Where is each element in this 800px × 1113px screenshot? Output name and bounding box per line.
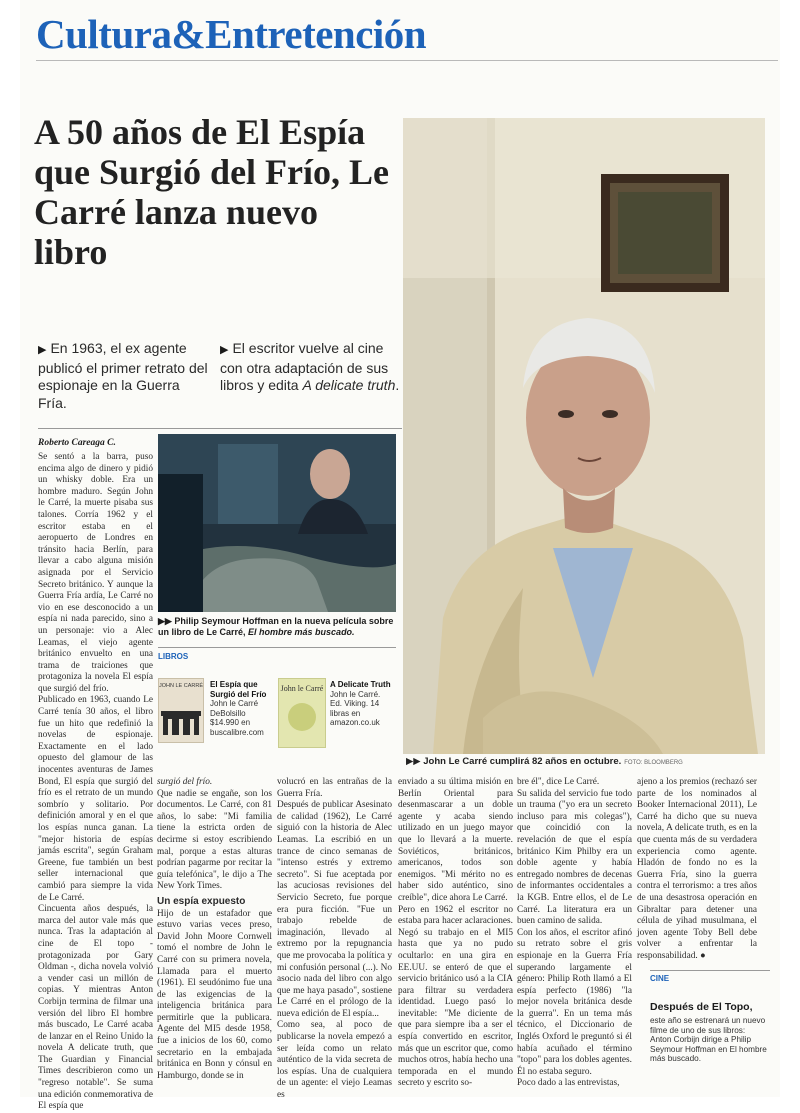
body-column-2 (157, 777, 272, 1082)
paragraph: Publicado en 1963, cuando Le Carré tenía 30 años, el libro fue un hito que redefinió la novelas de espionaje. Exactamente en el lado opuesto del glamour de las inocentes aventuras de James Bond, El espía que surgió del frío es el retrato de un mundo sombrío y solitario. Por definición amoral y en el que los espías nunca ganan. La "mejor historia de espías jamás escrita", según Graham Greene, fue también un best seller internacional que cambió para siempre la vida de Le Carré. (38, 695, 153, 903)
book-title-2: A Delicate Truth (330, 680, 391, 689)
book-details-1: John le Carré DeBolsillo $14.990 en buscalibre.com (210, 699, 264, 737)
newspaper-page (20, 0, 780, 1112)
deck-item-2: ▶ El escritor vuelve al cine con otra adaptación de sus libros y edita A delicate truth. (220, 340, 400, 393)
film-still-illustration (158, 434, 396, 612)
gate-icon (159, 707, 203, 737)
deck-item-1 (38, 340, 210, 412)
book-cover-2: John le Carré (278, 678, 326, 748)
cinema-title: Después de El Topo, (650, 1001, 753, 1013)
paragraph: Como sea, al poco de publicarse la novela empezó a ser leída como un relato auténtico de la vida secreta de los espías. Una de cualquiera de un agente: el viejo Leamas es (277, 1020, 392, 1101)
paragraph: ajeno a los premios (rechazó ser parte de los nominados al Booker Internacional 2011), Le Carré ha dicho que su nueva novela, A delicate truth, es en la que cuenta más de su verdadera experiencia como agente. Hladón de fondo no es la Guerra Fría, sino la guerra contra el terrorismo: a tres años de una desastrosa operación en Gibraltar para detener una célula de yihad musulmana, el joven agente Toby Bell debe volver a enfrentar la responsabilidad. ● (637, 777, 757, 961)
paragraph: Cincuenta años después, la marca del autor vale más que nunca. Tras la adaptación al cine de El topo - protagonizada por Gary Oldman -, dicha novela volvió a vender casi un millón de copias. Y mientras Anton Corbijn termina de filmar una versión del libro El hombre más buscado, Le Carré acaba de lanzar en el Reino Unido la novela A delicate truth, que The Guardian y Financial Times describieron como un "regreso notable". Se suma una edición conmemorativa de El espía que (38, 904, 153, 1112)
book-title-1: El Espía que Surgió del Frío (210, 680, 267, 699)
books-box (158, 647, 396, 747)
paragraph: Con los años, el escritor afinó su retrato sobre el gris espionaje en la Guerra Fría superando largamente el género: Philip Roth llamó a El espía perfecto (1986) "la mejor novela británica desde la guerra". En un tema más técnico, el Diccionario de Inglés Oxford le preguntó si él había acuñado el término "topo" para los dobles agentes. Él no estaba seguro. (517, 927, 632, 1077)
body-column-4 (398, 777, 513, 1090)
caption-arrow-icon: ▶▶ (158, 616, 175, 626)
paragraph: Su salida del servicio fue todo un trauma ("yo era un secreto incluso para mis colegas"), que coincidió con la revelación de que el espía británico Kim Philby era un doble agente y había entregado nombres de decenas de informantes occidentales a la KGB. Entre ellos, el de Le Carré. La literatura era un buen camino de salida. (517, 788, 632, 927)
cinema-body: este año se estrenará un nuevo filme de uno de sus libros: Anton Corbijn dirige a Philip Seymour Hoffman en El hombre más buscado. (650, 1016, 767, 1064)
photo-credit: FOTO: BLOOMBERG (624, 760, 683, 766)
cover-emblem (288, 703, 316, 731)
book-info-1 (210, 680, 272, 738)
book-details-2: John le Carré. Ed. Viking. 14 libras en amazon.co.uk (330, 689, 381, 728)
paragraph: Poco dado a las entrevistas, (517, 1078, 620, 1089)
paragraph: enviado a su última misión en Berlín Oriental para desenmascarar a un doble agente y acaba siendo utilizado en un juego mayor que lo llevará a la muerte. Soviéticos, británicos, americanos, todos son enemigos. "Mi mérito no es haber sido auténtico, sino creíble", dice ahora Le Carré. (398, 777, 513, 903)
paragraph: Que nadie se engañe, son los documentos. Le Carré, con 81 años, lo sabe: "Mi familia tiene la estricta orden de decirme si estoy escribiendo mal, porque a estas alturas podrían pagarme por recitar la guía telefónica", le dijo a The New York Times. (157, 788, 272, 892)
film-still-caption: ▶▶ Philip Seymour Hoffman en la nueva película sobre un libro de Le Carré, El hombre más buscado. (158, 616, 394, 637)
books-label: LIBROS (158, 652, 189, 661)
bullet-triangle-icon: ▶ (38, 344, 47, 356)
body-column-5 (517, 777, 632, 1090)
body-column-1 (38, 452, 153, 1113)
cinema-box (650, 970, 770, 1064)
film-still-photo (158, 434, 396, 612)
header-rule (36, 60, 778, 61)
paragraph: Pero en 1962 el escritor no estaba para hacer aclaraciones. Negó su trabajo en el MI5 hasta que ya no pudo ocultarlo: en una gira en EE.UU. se enteró de que el servicio británico usó a la CIA para filtrar su verdadera identidad. Luego pasó lo inevitable: "Me diciente de que para siempre iba a ser el espía convertido en escritor, más que un escritor que, como muchos otros, había hecho una temporada en el mundo secreto y escrito so- (398, 904, 513, 1089)
main-photo (403, 118, 765, 754)
subhead: Un espía expuesto (157, 895, 246, 907)
paragraph: surgió del frío. (157, 777, 213, 787)
headline: A 50 años de El Espía que Surgió del Frío, Le Carré lanza nuevo libro (34, 112, 390, 272)
deck-rule (38, 428, 402, 429)
book-cover-1: JOHN LE CARRÉ (158, 678, 204, 743)
body-column-3 (277, 777, 392, 1102)
portrait-illustration (403, 118, 765, 754)
bullet-triangle-icon: ▶ (220, 344, 229, 356)
paragraph: bre él", dice Le Carré. (517, 777, 600, 787)
section-header: Cultura&Entretención (36, 11, 427, 57)
body-column-6 (637, 777, 757, 963)
byline: Roberto Careaga C. (38, 438, 116, 448)
paragraph: Se sentó a la barra, puso encima algo de dinero y pidió un whisky doble. Era un hombre maduro. Según John le Carré, la muerte pisaba sus talones. Corría 1962 y el escritor estaba en el aeropuerto de Londres en tránsito hacia Berlín, para llevar a cabo alguna misión asignada por el Servicio Secreto británico. Y aunque la Guerra Fría ardía, Le Carré no vio en ese desconocido a un espía ni nada parecido, sino a un personaje: vio a Alec Leamas, el viejo agente británico envuelto en una trama de traiciones que protagoniza la novela El espía que surgió del frío. (38, 452, 153, 694)
main-photo-caption: ▶▶ John Le Carré cumplirá 82 años en octubre. FOTO: BLOOMBERG (406, 756, 683, 767)
paragraph: volucró en las entrañas de la Guerra Fría. (277, 777, 392, 799)
paragraph: Hijo de un estafador que estuvo varias veces preso, David John Moore Cornwell tomó el nombre de John le Carré con su primera novela, Llamada para el muerto (1961). El seudónimo fue una de las exigencias de la inteligencia británica para permitirle que la publicara. Agente del MI5 desde 1958, fue a inicios de los 60, como secretario en la embajada británica en Bonn y cónsul en Hamburgo, donde se in (157, 908, 272, 1081)
book-info-2 (330, 680, 394, 728)
paragraph: Después de publicar Asesinato de calidad (1962), Le Carré siguió con la historia de Alec Leamas. La escribió en un trance de cinco semanas de "intenso estrés y extremo secreto". Si fue aceptada por las acuciosas revisiones del Servicio Secreto, fue porque era pura ficción. "Fue un trabajo rebelde de imaginación, llevado al extremo por la repugnancia que me provocaba la política y mi confusión personal (...). No asocio nada del libro con algo que me haya pasado", sostiene Le Carré en el prólogo de la nueva edición de El espía... (277, 800, 392, 1019)
caption-arrow-icon: ▶▶ (406, 756, 424, 767)
deck-italic: A delicate truth (302, 377, 396, 393)
deck-text-2: El escritor vuelve al cine con otra adaptación de sus libros y edita (220, 340, 389, 393)
cinema-label: CINE (650, 974, 670, 983)
deck-text-1: En 1963, el ex agente publicó el primer retrato del espionaje en la Guerra Fría. (38, 340, 208, 411)
